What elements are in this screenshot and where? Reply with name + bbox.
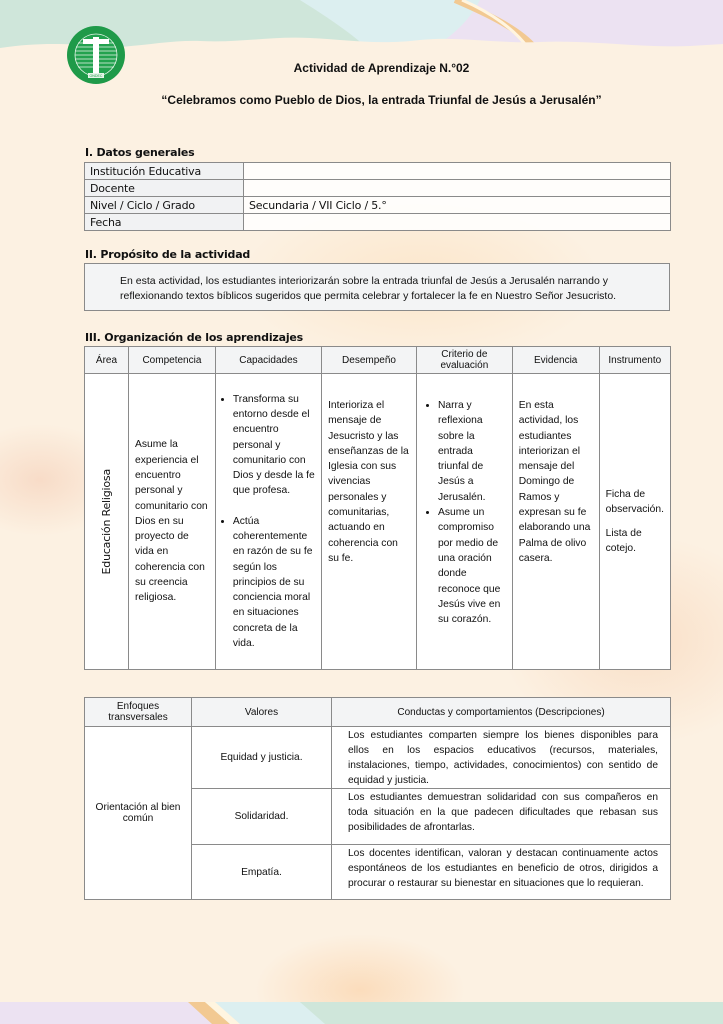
- enfoque-cell: [85, 727, 192, 900]
- area-cell: [85, 374, 129, 670]
- teacher-field[interactable]: [244, 180, 671, 197]
- teacher-label: Docente: [85, 180, 244, 197]
- col-evidencia: Evidencia: [512, 347, 599, 374]
- instrument-item: Ficha de observación.: [605, 488, 664, 516]
- level-field[interactable]: Secundaria / VII Ciclo / 5.°: [244, 197, 671, 214]
- table-row: [85, 180, 671, 197]
- institution-label: Institución Educativa: [85, 163, 244, 180]
- capacidades-list: [220, 392, 315, 652]
- table-row: [85, 374, 671, 670]
- general-data-table: [84, 162, 671, 231]
- table-header-row: [85, 347, 671, 374]
- institution-field[interactable]: [244, 163, 671, 180]
- desempeno-cell: [322, 374, 417, 670]
- descripcion-cell: Los estudiantes comparten siempre los bienes disponibles para ellos en los espacios educativos (recursos, materiales, instalaciones, tiempo, actividades, conocimientos) con sentido de equidad y justicia.: [332, 727, 671, 789]
- col-competencia: Competencia: [128, 347, 215, 374]
- enfoque-text: Orientación al bien común: [95, 802, 181, 824]
- section-1-heading: I. Datos generales: [85, 146, 195, 159]
- desempeno-text: Interioriza el mensaje de Jesucristo y las enseñanzas de la Iglesia con sus vivencias personales y comunitarias, actuando en coherencia con su fe.: [328, 400, 409, 564]
- level-label: Nivel / Ciclo / Grado: [85, 197, 244, 214]
- capacidades-cell: [215, 374, 321, 670]
- list-item: • Asume un compromiso por medio de una oración donde reconoce que Jesús vive en su corazón.: [438, 505, 506, 627]
- valor-cell: Empatía.: [192, 845, 332, 900]
- section-2-heading: II. Propósito de la actividad: [85, 248, 251, 261]
- instrumento-cell: [599, 374, 670, 670]
- learning-organization-table: [84, 346, 671, 670]
- date-label: Fecha: [85, 214, 244, 231]
- purpose-box: [84, 263, 670, 311]
- list-item: • Transforma su entorno desde el encuentro personal y comunitario con Dios y desde la fe que profesa.: [233, 392, 315, 499]
- col-enfoques: Enfoques transversales: [85, 698, 192, 727]
- col-capacidades: Capacidades: [215, 347, 321, 374]
- purpose-text: En esta actividad, los estudiantes interiorizarán sobre la entrada triunfal de Jesús a Jerusalén narrando y reflexionando textos bíblicos sugeridos que permita celebrar y fortalecer la fe en Nuestro Señor Jesucristo.: [120, 275, 617, 302]
- descripcion-cell: Los docentes identifican, valoran y destacan continuamente actos espontáneos de los estudiantes en beneficio de otros, dirigidos a procurar o restaurar su bienestar en situaciones que lo requieran.: [332, 845, 671, 900]
- col-valores: Valores: [192, 698, 332, 727]
- evidencia-text: En esta actividad, los estudiantes interiorizan el mensaje del Domingo de Ramos y expresan su fe elaborando una Palma de olivo casera.: [518, 400, 591, 564]
- valor-cell: Solidaridad.: [192, 789, 332, 845]
- valor-cell: Equidad y justicia.: [192, 727, 332, 789]
- table-header-row: [85, 698, 671, 727]
- table-row: [85, 163, 671, 180]
- col-desempeno: Desempeño: [322, 347, 417, 374]
- descripcion-cell: Los estudiantes demuestran solidaridad con sus compañeros en toda situación en la que padecen dificultades que rebasan sus posibilidades de afrontarlas.: [332, 789, 671, 845]
- svg-text:ONDEC: ONDEC: [89, 74, 103, 78]
- col-conductas: Conductas y comportamientos (Descripciones): [332, 698, 671, 727]
- criterios-list: [425, 398, 506, 627]
- table-row: [85, 197, 671, 214]
- col-criterio: Criterio de evaluación: [416, 347, 512, 374]
- transversal-approaches-table: [84, 697, 671, 900]
- activity-title: Actividad de Aprendizaje N.°02: [293, 61, 470, 75]
- competencia-cell: [128, 374, 215, 670]
- list-item: • Actúa coherentemente en razón de su fe según los principios de su conciencia moral en situaciones concreta de la vida.: [233, 514, 315, 652]
- evidencia-cell: [512, 374, 599, 670]
- table-row: [85, 727, 671, 789]
- area-text: Educación Religiosa: [99, 468, 113, 575]
- date-field[interactable]: [244, 214, 671, 231]
- bottom-decoration: [0, 1002, 723, 1024]
- ondec-logo-icon: [66, 25, 126, 85]
- col-instrumento: Instrumento: [599, 347, 670, 374]
- list-item: • Narra y reflexiona sobre la entrada triunfal de Jesús a Jerusalén.: [438, 398, 506, 505]
- section-3-heading: III. Organización de los aprendizajes: [85, 331, 304, 344]
- instrument-item: Lista de cotejo.: [605, 527, 642, 554]
- table-row: [85, 214, 671, 231]
- criterio-cell: [416, 374, 512, 670]
- competencia-text: Asume la experiencia el encuentro personal y comunitario con Dios en su proyecto de vida en coherencia con su creencia religiosa.: [134, 439, 208, 604]
- col-area: Área: [85, 347, 129, 374]
- activity-subtitle: “Celebramos como Pueblo de Dios, la entrada Triunfal de Jesús a Jerusalén”: [161, 93, 602, 107]
